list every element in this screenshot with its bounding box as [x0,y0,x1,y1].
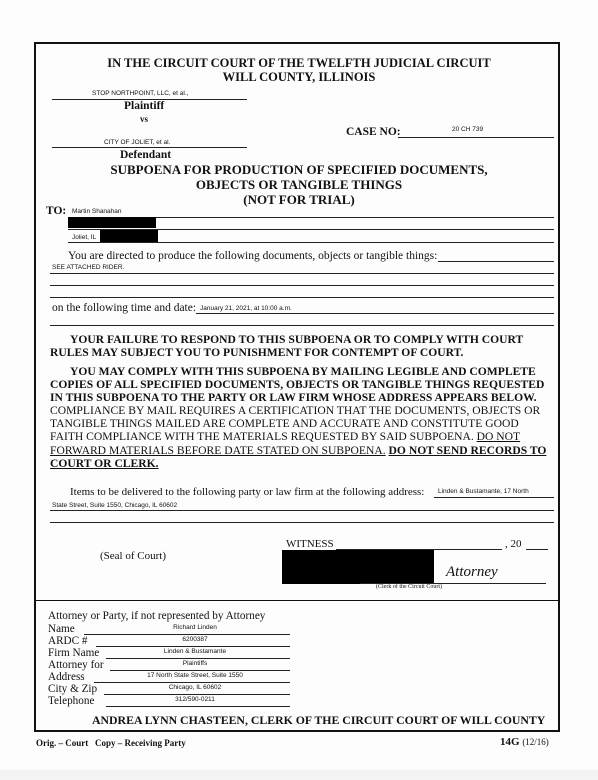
subpoena-title-line1: SUBPOENA FOR PRODUCTION OF SPECIFIED DOCUMENTS, [110,162,488,177]
delivery-value-2: State Street, Suite 1550, Chicago, IL 60602 [52,502,178,509]
recipient-name: Martin Shanahan [72,208,122,215]
mail-compliance-text: COMPLIANCE BY MAIL REQUIRES A CERTIFICATION THAT THE DOCUMENTS, OBJECTS OR TANGIBLE THINGS MAILED ARE COMPLETE AND ACCURATE AND CONSTITUTE GOOD FAITH COMPLIANCE WITH THE MATERIALS REQUESTED BY SAID SUBPOENA. [50,404,541,444]
form-number-code: 14G [500,736,520,748]
contempt-warning: YOUR FAILURE TO RESPOND TO THIS SUBPOENA OR TO COMPLY WITH COURT RULES MAY SUBJECT YOU TO PUNISHMENT FOR CONTEMPT OF COURT. [50,333,524,360]
delivery-line-1 [434,497,554,498]
defendant-line [52,147,247,148]
directive-text: You are directed to produce the following documents, objects or tangible things: [68,250,438,262]
year-label: , 20 [505,538,522,550]
section-divider [36,600,558,601]
firm-name-value: Linden & Bustamante [163,648,227,655]
do-not-forward-notice: DO NOT FORWARD MATERIALS BEFORE DATE STATED ON SUBPOENA. [50,430,521,457]
field-line [84,634,290,635]
mail-compliance-bold: YOU MAY COMPLY WITH THIS SUBPOENA BY MAILING LEGIBLE AND COMPLETE COPIES OF ALL SPECIFIED DOCUMENTS, OBJECTS OR TANGIBLE THINGS REQUESTED IN THIS SUBPOENA TO THE PARTY OR LAW FIRM WHOSE ADDRESS APPEARS BELOW. [50,365,545,405]
clerk-caption: (Clerk of the Circuit Court) [376,584,442,590]
seal-of-court: (Seal of Court) [100,550,166,562]
address-value: 17 North State Street, Suite 1550 [147,672,243,679]
attorney-field-label: ARDC # [48,635,88,647]
attorney-field-label: Address [48,671,85,683]
do-not-send-notice: DO NOT SEND RECORDS TO COURT OR CLERK. [50,443,547,470]
form-revision: (12/16) [522,737,549,747]
court-title-line1: IN THE CIRCUIT COURT OF THE TWELFTH JUDICIAL CIRCUIT [107,56,491,70]
attorney-field-label: Attorney for [48,659,104,671]
ardc-value: 6200387 [182,636,208,643]
clerk-footer: ANDREA LYNN CHASTEEN, CLERK OF THE CIRCUIT COURT OF WILL COUNTY [92,713,546,727]
telephone-value: 312/590-0211 [175,696,215,703]
redaction-block [100,230,158,242]
clerk-signature: Attorney [446,564,498,580]
time-date-line-2 [50,325,554,326]
subpoena-title-line2: OBJECTS OR TANGIBLE THINGS [195,177,403,192]
field-line [104,694,290,695]
versus-label: vs [140,114,149,124]
plaintiff-name: STOP NORTHPOINT, LLC, et al., [92,90,189,97]
time-date-label: on the following time and date: [52,302,197,314]
field-line [96,646,290,647]
delivery-line-3 [50,522,554,523]
delivery-label: Items to be delivered to the following party or law firm at the following address: [70,486,425,498]
attorney-field-label: City & Zip [48,683,98,695]
items-requested: SEE ATTACHED RIDER. [52,264,125,271]
time-date-line [196,313,554,314]
defendant-label: Defendant [120,149,172,161]
items-line-1 [50,273,554,274]
year-line [526,549,548,550]
field-line [110,670,290,671]
recipient-city: Joliet, IL [72,234,97,241]
court-title-line2: WILL COUNTY, ILLINOIS [222,70,376,84]
attorney-for-value: Plaintiffs [182,660,208,667]
delivery-value-1: Linden & Bustamante, 17 North [438,488,529,495]
case-number-value: 20 CH 739 [452,126,484,133]
attorney-field-label: Telephone [48,695,95,707]
mail-compliance-notice [50,365,552,470]
attorney-field-label: Firm Name [48,647,100,659]
case-number-label: CASE NO: [346,126,401,138]
witness-label: WITNESS [286,538,334,550]
delivery-line-2 [50,510,554,511]
recipient-line-3 [68,242,554,243]
field-line [94,682,290,683]
redaction-block [68,217,156,228]
city-zip-value: Chicago, IL 60602 [168,684,222,691]
field-line [106,658,290,659]
case-number-line [398,137,554,138]
subpoena-title-line3: (NOT FOR TRIAL) [243,192,355,207]
defendant-name: CITY OF JOLIET, et al. [104,139,171,146]
copy-distribution: Orig. – Court Copy – Receiving Party [36,738,186,748]
directive-line [438,261,554,262]
attorney-heading: Attorney or Party, if not represented by Attorney [48,610,266,622]
redaction-block [282,550,434,584]
to-label: TO: [46,205,67,217]
items-line-3 [50,297,554,298]
attorney-field-label: Name [48,623,75,635]
plaintiff-label: Plaintiff [124,100,165,112]
form-number [500,736,549,748]
field-line [106,706,290,707]
time-date-value: January 21, 2021, at 10:00 a.m. [200,305,292,312]
attorney-name-value: Richard Linden [173,624,217,631]
items-line-2 [50,285,554,286]
